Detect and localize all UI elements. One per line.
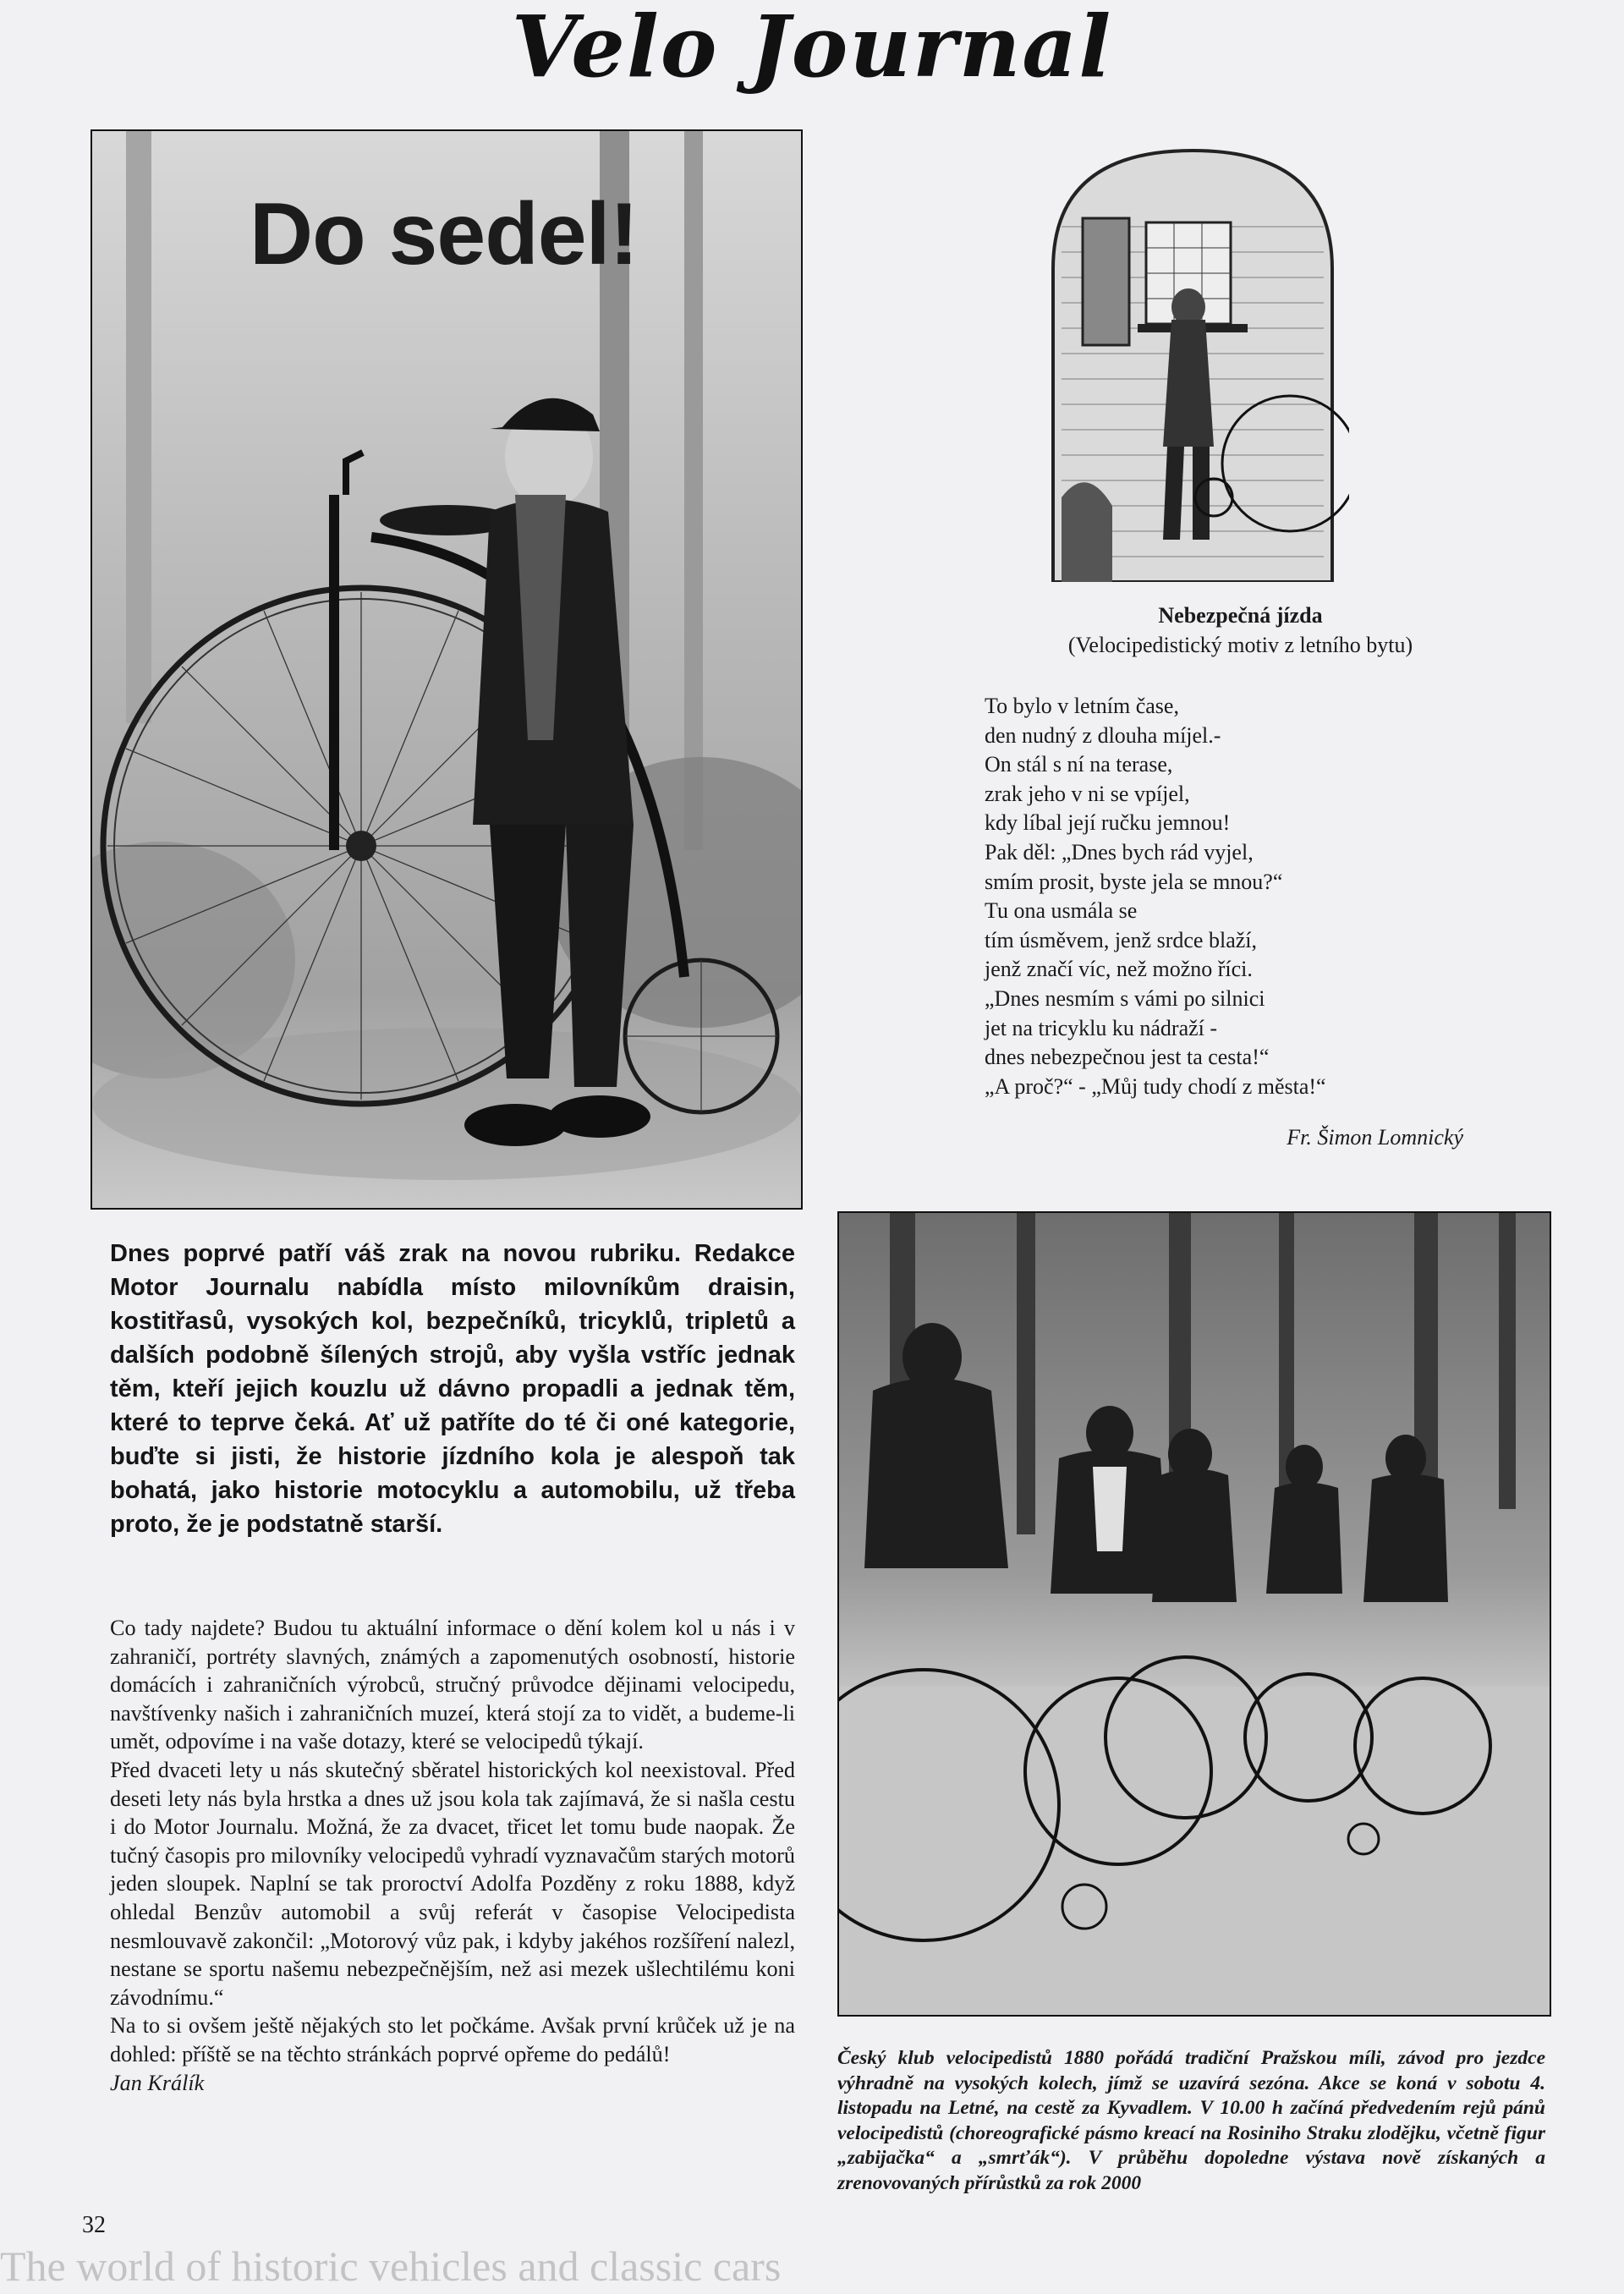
article-body	[110, 1614, 795, 2097]
masthead-logo: Velo Journal	[511, 0, 1113, 96]
poem-title: Nebezpečná jízda	[1158, 603, 1323, 628]
poem-line: On stál s ní na terase,	[985, 752, 1173, 777]
poem-line: „A proč?“ - „Můj tudy chodí z města!“	[985, 1073, 1326, 1099]
poem-line: smím prosit, byste jela se mnou?“	[985, 869, 1283, 894]
riders-photo	[837, 1211, 1551, 2017]
poem-subtitle: (Velocipedistický motiv z letního bytu)	[1067, 633, 1413, 657]
article-signature: Jan Králík	[110, 2070, 205, 2095]
hero-photo	[91, 129, 803, 1210]
page-number: 32	[82, 2212, 106, 2238]
article-intro: Dnes poprvé patří váš zrak na novou rubriku. Redakce Motor Journalu nabídla místo milovníkům draisin, kostitřasů, vysokých kol, bezpečníků, tricyklů, tripletů a dalších podobně šílených strojů, aby vyšla vstříc jednak těm, kteří jejich kouzlu už dávno propadli a jednak těm, které to teprve čeká. Ať už patříte do té či oné kategorie, buďte si jisti, že historie jízdního kola je alespoň tak bohatá, jako historie motocyklu a automobilu, už třeba proto, že je podstatně starší.	[110, 1240, 795, 1538]
hero-title: Do sedel!	[250, 185, 639, 283]
article-paragraph: Na to si ovšem ještě nějakých sto let počkáme. Avšak první krůček už je na dohled: příště se na těchto stránkách poprvé opřeme do pedálů!	[110, 2013, 795, 2066]
poem-body	[985, 692, 1509, 1101]
poem-line: tím úsměvem, jenž srdce blaží,	[985, 927, 1258, 952]
poem-author: Fr. Šimon Lomnický	[1287, 1125, 1463, 1150]
poem-line: Tu ona usmála se	[985, 898, 1138, 924]
poem-line: kdy líbal její ručku jemnou!	[985, 810, 1231, 836]
engraving-illustration	[1036, 142, 1349, 582]
poem-line: den nudný z dlouha míjel.-	[985, 722, 1221, 748]
article-paragraph: Co tady najdete? Budou tu aktuální informace o dění kolem kol u nás i v zahraničí, portréty slavných, známých a zapomenutých osobností, historie domácích i zahraničních výrobců, stručný průvodce dějinami velocipedu, navštívenky našich i zahraničních muzeí, která stojí za to vidět, a budeme-li umět, odpovíme i na vaše dotazy, které se velocipedů týkají.	[110, 1616, 795, 1754]
poem-line: „Dnes nesmím s vámi po silnici	[985, 985, 1265, 1011]
poem-line: jenž značí víc, než možno říci.	[985, 957, 1253, 982]
poem-line: Pak děl: „Dnes bych rád vyjel,	[985, 839, 1254, 864]
poem-line: dnes nebezpečnou jest ta cesta!“	[985, 1045, 1270, 1070]
poem-line: To bylo v letním čase,	[985, 694, 1179, 718]
article-paragraph: Před dvaceti lety u nás skutečný sběratel historických kol neexistoval. Před deseti lety nás byla hrstka a dnes už jsou kola tak zajímavá, že si našla cestu i do Motor Journalu. Možná, že za dvacet, třicet let tomu bude naopak. Že tučný časopis pro milovníky velocipedů vyhradí vyznavačům starých motorů jeden sloupek. Naplní se tak proroctví Adolfa Pozděny z roku 1888, když ohledal Benzův automobil a svůj referát v časopise Velocipedista nesmlouvavě zakončil: „Motorový vůz pak, i kdyby jakéhos rozšíření nalezl, nestane se sportu našemu nebezpečnějším, než asi mezek ušlechtilému koni závodnímu.“	[110, 1757, 795, 2010]
watermark-text: The world of historic vehicles and classic cars	[0, 2242, 782, 2290]
poem-line: zrak jeho v ni se vpíjel,	[985, 781, 1190, 806]
photo-caption: Český klub velocipedistů 1880 pořádá tradiční Pražskou míli, závod pro jezdce výhradně na vysokých kolech, jímž se uzavírá sezóna. Akce se koná v sobotu 4. listopadu na Letné, na cestě za Kyvadlem. V 10.00 h začíná předvedením rejů pánů velocipedistů (choreografické pásmo kreací na Rosiniho Straku zlodějku, včetně figur „zabijačka“ a „smrťák“). V průběhu dopoledne výstava nově získaných a zrenovovaných přírůstků za rok 2000	[837, 2047, 1545, 2194]
poem-line: jet na tricyklu ku nádraží -	[985, 1015, 1218, 1040]
